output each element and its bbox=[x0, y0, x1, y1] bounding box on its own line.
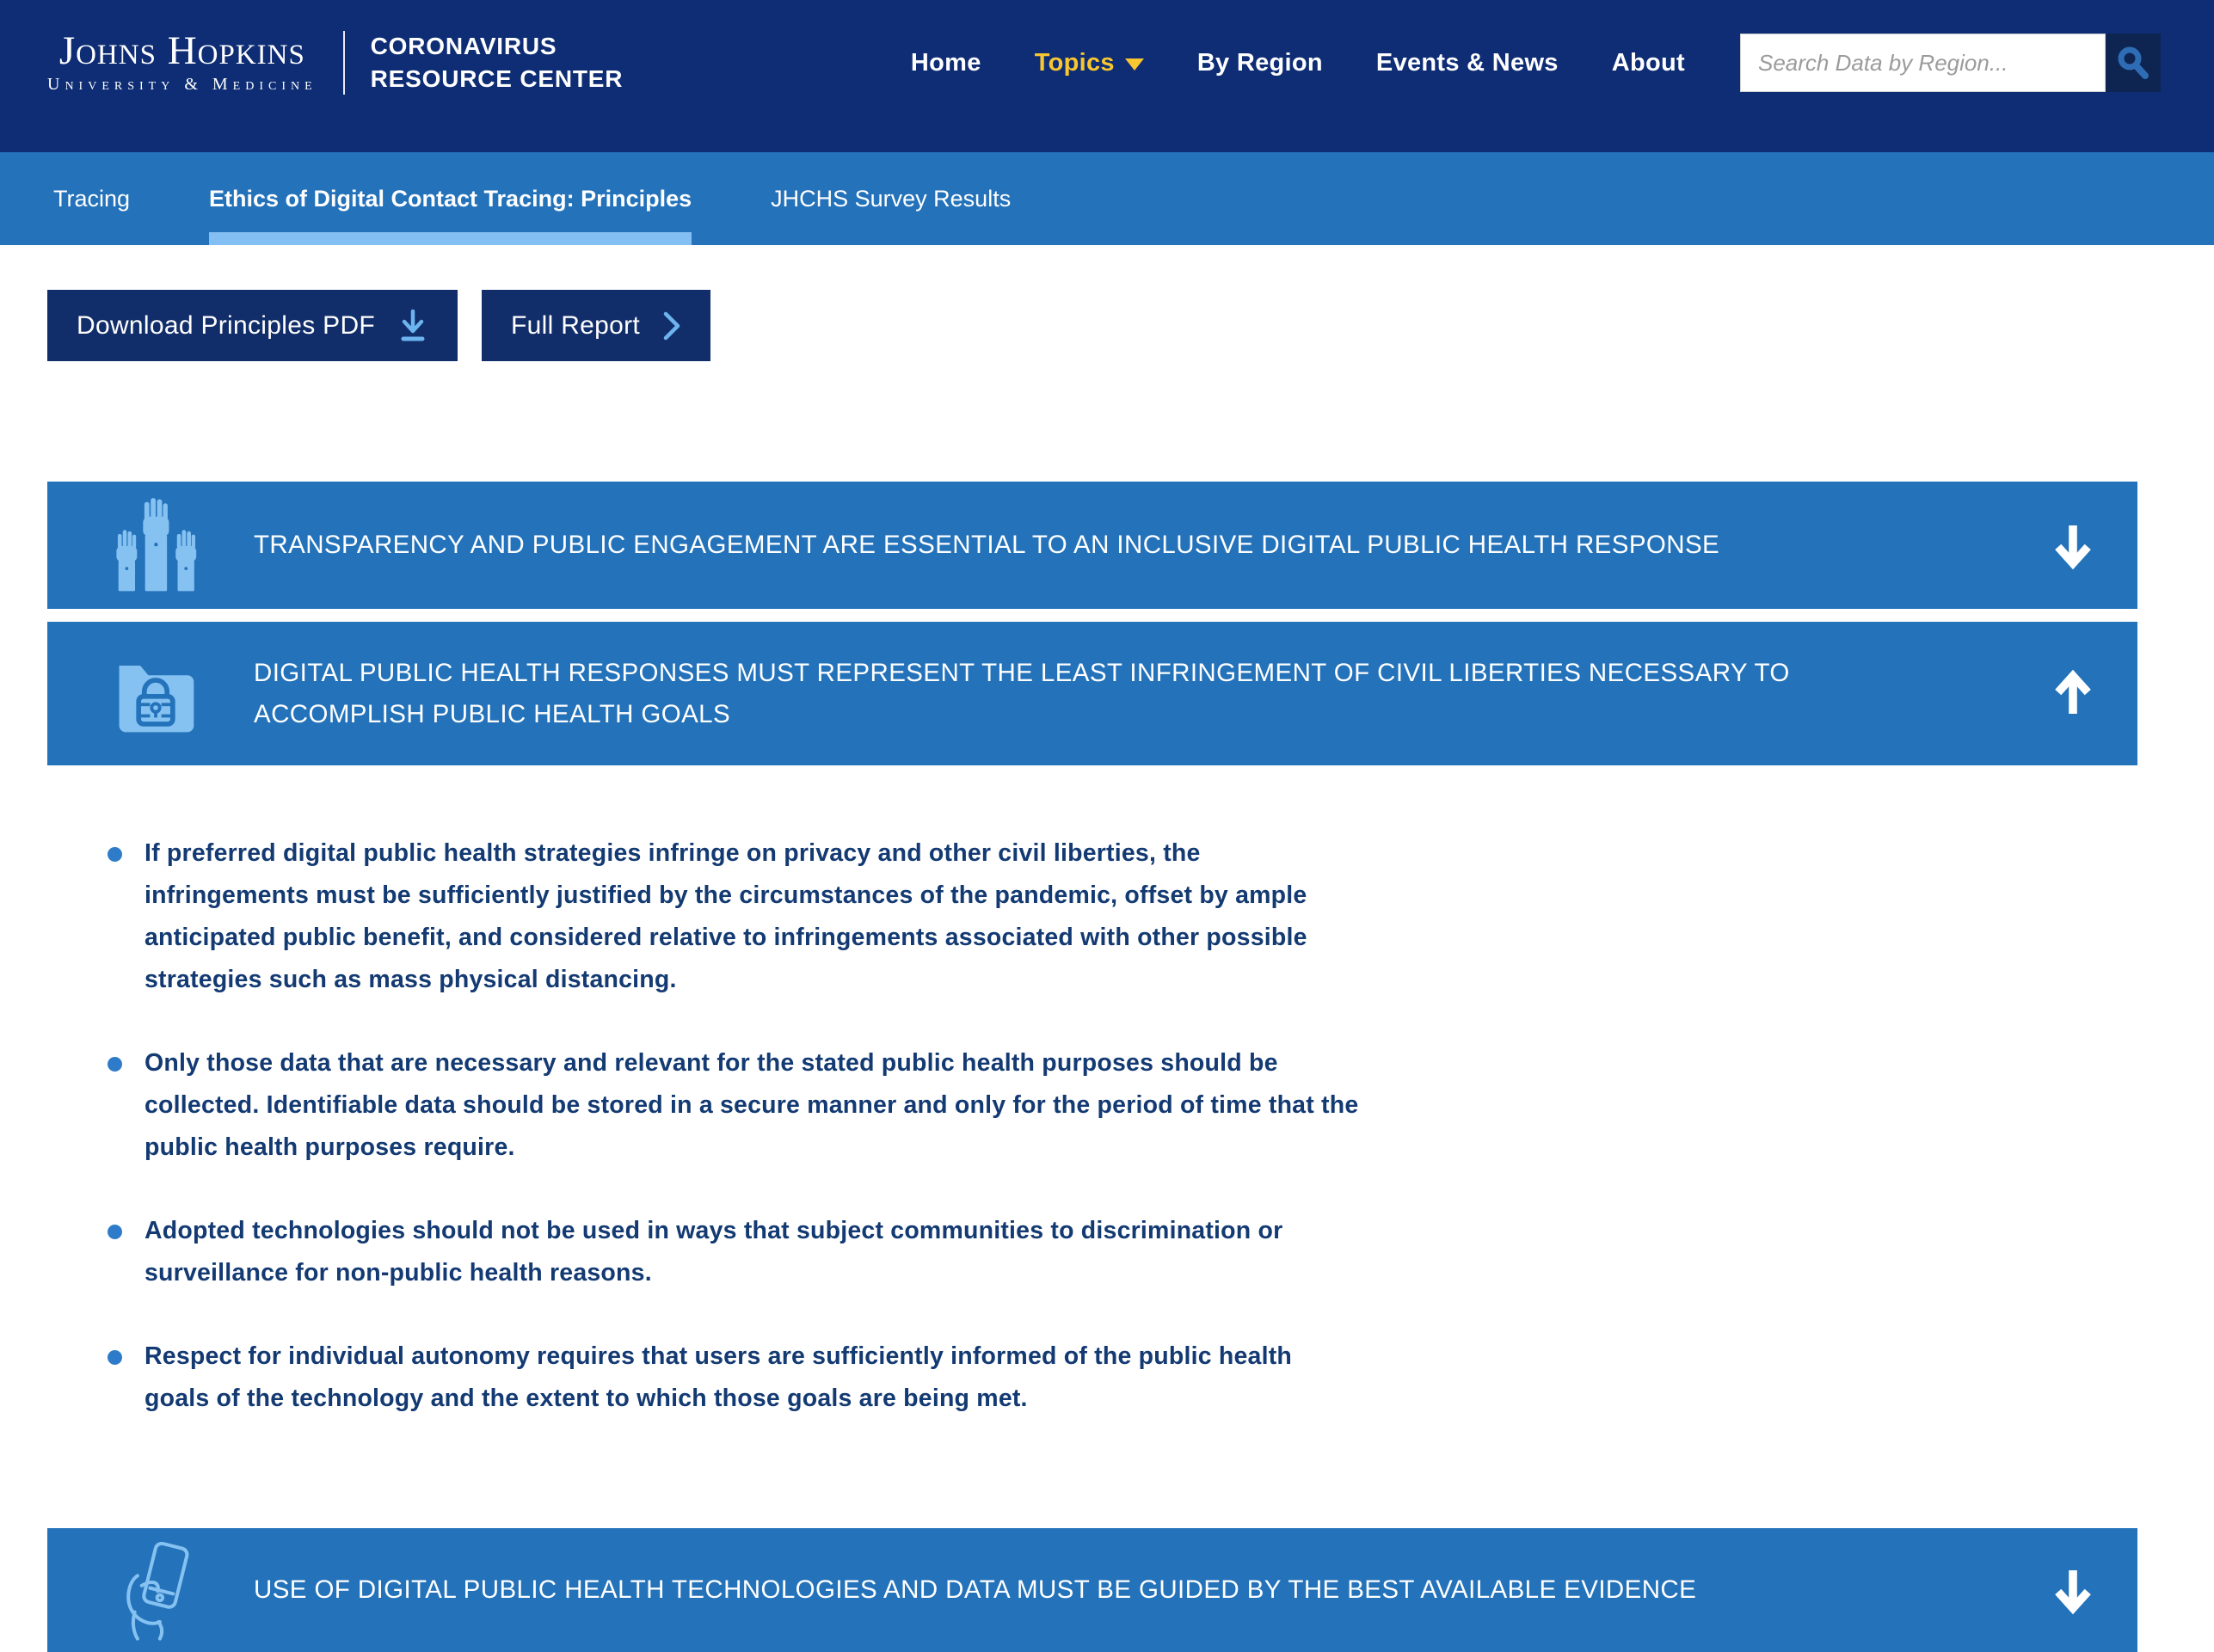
spacer bbox=[47, 1461, 2137, 1528]
nav-item-topics[interactable] bbox=[1035, 49, 1144, 77]
nav-item-home[interactable] bbox=[911, 49, 981, 77]
folder-lock-icon bbox=[108, 651, 204, 737]
accordion-header-best-evidence[interactable] bbox=[47, 1528, 2137, 1652]
download-principles-pdf-button[interactable] bbox=[47, 290, 458, 361]
nav-item-by-region[interactable] bbox=[1197, 49, 1323, 77]
chevron-right-icon bbox=[662, 310, 681, 341]
nav-label: By Region bbox=[1196, 48, 1323, 77]
accordion-title: DIGITAL PUBLIC HEALTH RESPONSES MUST REPRESENT THE LEAST INFRINGEMENT OF CIVIL LIBERTIES NECESSARY TO ACCOMPLISH PUBLIC HEALTH GOALS bbox=[254, 658, 1790, 728]
action-toolbar bbox=[47, 290, 2137, 361]
chevron-down-icon bbox=[1125, 58, 1144, 71]
raised-hands-icon bbox=[108, 495, 204, 595]
tab-jhchs-survey-results[interactable] bbox=[771, 152, 1011, 245]
tab-tracing[interactable] bbox=[53, 152, 130, 245]
accordion-header-least-infringement[interactable] bbox=[47, 622, 2137, 765]
logo-institution-subtitle: University & Medicine bbox=[47, 75, 317, 94]
search-button[interactable] bbox=[2106, 34, 2161, 92]
search-bar bbox=[1740, 34, 2161, 92]
nav-label: About bbox=[1611, 48, 1685, 77]
main-nav bbox=[911, 49, 1685, 77]
download-icon bbox=[397, 309, 428, 343]
list-item bbox=[108, 1042, 2137, 1169]
site-title bbox=[371, 30, 624, 95]
bullet-icon bbox=[108, 1225, 122, 1239]
list-item bbox=[108, 1336, 2137, 1420]
accordion-header-transparency[interactable] bbox=[47, 482, 2137, 609]
button-label: Full Report bbox=[511, 310, 641, 340]
site-title-line2: RESOURCE CENTER bbox=[370, 65, 624, 92]
bullet-text: Only those data that are necessary and relevant for the stated public health purposes should be collected. Identifiable data should be stored in a secure manner and only for the period of time that the public health purposes require. bbox=[145, 1049, 1359, 1161]
phone-hand-icon bbox=[108, 1539, 204, 1641]
accordion-title: TRANSPARENCY AND PUBLIC ENGAGEMENT ARE ESSENTIAL TO AN INCLUSIVE DIGITAL PUBLIC HEALTH RESPONSE bbox=[254, 531, 1720, 559]
johns-hopkins-wordmark bbox=[47, 29, 317, 96]
bullet-icon bbox=[108, 847, 122, 862]
principle-detail-panel bbox=[47, 765, 2137, 1420]
site-logo[interactable] bbox=[47, 29, 623, 96]
tab-label: JHCHS Survey Results bbox=[771, 185, 1012, 212]
arrow-down-icon bbox=[2053, 522, 2101, 568]
search-input[interactable] bbox=[1740, 34, 2106, 92]
page-content bbox=[47, 290, 2137, 1652]
nav-label: Events & News bbox=[1375, 48, 1559, 77]
tab-label: Tracing bbox=[53, 185, 131, 212]
logo-divider bbox=[343, 31, 345, 95]
site-title-line1: CORONAVIRUS bbox=[370, 33, 557, 59]
site-header bbox=[0, 0, 2214, 152]
tab-ethics-principles[interactable] bbox=[209, 152, 692, 245]
arrow-down-icon bbox=[2053, 1567, 2101, 1613]
search-icon bbox=[2116, 46, 2150, 80]
bullet-text: Respect for individual autonomy requires that users are sufficiently informed of the public health goals of the technology and the extent to which those goals are being met. bbox=[145, 1342, 1292, 1412]
bullet-icon bbox=[108, 1057, 122, 1072]
accordion-title: USE OF DIGITAL PUBLIC HEALTH TECHNOLOGIES AND DATA MUST BE GUIDED BY THE BEST AVAILABLE EVIDENCE bbox=[254, 1575, 1697, 1604]
button-label: Download Principles PDF bbox=[77, 310, 376, 340]
bullet-icon bbox=[108, 1350, 122, 1365]
logo-institution-name: Johns Hopkins bbox=[58, 28, 305, 73]
principles-accordion bbox=[47, 482, 2137, 1652]
tab-label: Ethics of Digital Contact Tracing: Principles bbox=[209, 185, 692, 212]
bullet-text: If preferred digital public health strategies infringe on privacy and other civil liberties, the infringements must be sufficiently justified by the circumstances of the pandemic, offset by ample anticipated public benefit, and considered relative to infringements associated with other possible strategies such as mass physical distancing. bbox=[145, 839, 1307, 993]
nav-label: Home bbox=[910, 48, 981, 77]
nav-item-events-news[interactable] bbox=[1376, 49, 1559, 77]
list-item bbox=[108, 1210, 2137, 1294]
nav-item-about[interactable] bbox=[1612, 49, 1685, 77]
full-report-button[interactable] bbox=[482, 290, 710, 361]
arrow-up-icon bbox=[2053, 671, 2101, 717]
list-item bbox=[108, 832, 2137, 1001]
bullet-text: Adopted technologies should not be used in ways that subject communities to discrimination or surveillance for non-public health reasons. bbox=[145, 1217, 1283, 1287]
nav-label: Topics bbox=[1034, 48, 1115, 77]
topic-tab-bar bbox=[0, 152, 2214, 245]
